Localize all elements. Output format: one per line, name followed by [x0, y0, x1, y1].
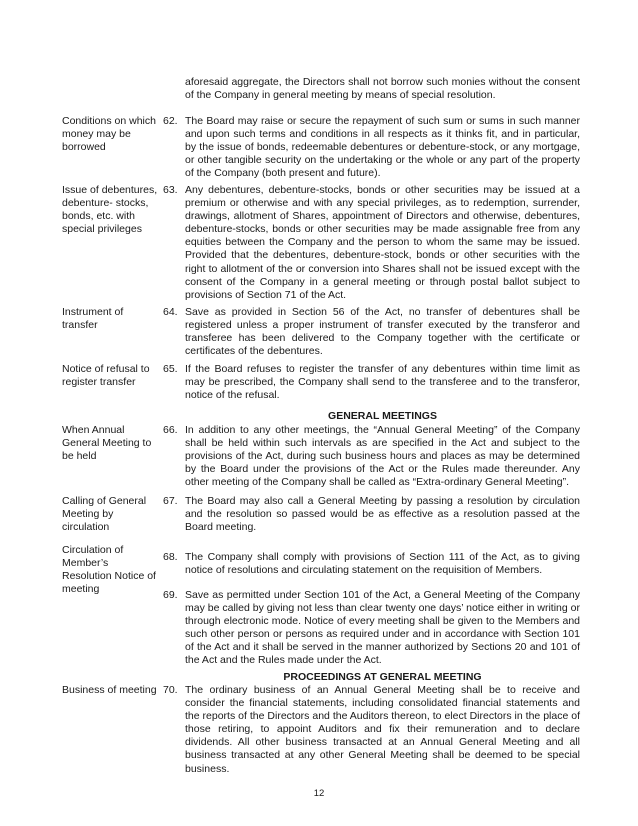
continuation-text: aforesaid aggregate, the Directors shall not borrow such monies without the consent of the Company in general meeting by means of special resolution.: [185, 76, 580, 102]
margin-note: Circulation of Member’s Resolution Notice of meeting: [62, 544, 156, 596]
section-text: Save as provided in Section 56 of the Act, no transfer of debentures shall be registered unless a proper instrument of transfer executed by the transferor and transferee has been delivered to the Company together with the certificate or certificates of the debentures.: [185, 306, 580, 358]
heading-general-meetings: GENERAL MEETINGS: [328, 410, 437, 422]
margin-note: Notice of refusal to register transfer: [62, 363, 150, 389]
heading-proceedings: PROCEEDINGS AT GENERAL MEETING: [283, 671, 482, 683]
section-text: The Board may also call a General Meeting by passing a resolution by circulation and the resolution so passed would be as effective as a resolution passed at the Board meeting.: [185, 495, 580, 534]
margin-note: Calling of General Meeting by circulation: [62, 495, 147, 534]
section-number: 66.: [163, 424, 178, 436]
margin-note: Instrument of transfer: [62, 306, 124, 332]
section-text: In addition to any other meetings, the “Annual General Meeting” of the Company shall be held within such intervals as are specified in the Act and subject to the provisions of the Act, during such business hours and places as may be determined by the Board under the provisions of the Act or the Rules made thereunder. Any other meeting of the Company shall be called as “Extra-ordinary General Meeting”.: [185, 424, 580, 489]
margin-note: Business of meeting: [62, 684, 157, 696]
section-text: The Board may raise or secure the repayment of such sum or sums in such manner and upon such terms and conditions in all respects as it thinks fit, and in particular, by the issue of bonds, redeemable debentures or debenture-stock, or any mortgage, or other tangible security on the undertaking or the whole or any part of the property of the Company (both present and future).: [185, 115, 580, 180]
section-number: 67.: [163, 495, 178, 507]
section-text: If the Board refuses to register the transfer of any debentures within time limit as may be prescribed, the Company shall send to the transferee and to the transferor, notice of the refusal.: [185, 363, 580, 402]
section-number: 70.: [163, 684, 178, 696]
margin-note: Conditions on which money may be borrowed: [62, 115, 156, 154]
section-text: The Company shall comply with provisions of Section 111 of the Act, as to giving notice of resolutions and circulating statement on the requisition of Members.: [185, 551, 580, 577]
section-text: The ordinary business of an Annual General Meeting shall be to receive and consider the financial statements, including consolidated financial statements and the reports of the Directors and the Auditors thereon, to elect Directors in the place of those retiring, to appoint Auditors and fix their remuneration and to declare dividends. All other business transacted at an Annual General Meeting and all business transacted at any other General Meeting shall be deemed to be special business.: [185, 684, 580, 775]
section-text: Any debentures, debenture-stocks, bonds or other securities may be issued at a premium or otherwise and with any special privileges, as to redemption, surrender, drawings, allotment of Shares, appointment of Directors and otherwise, debentures, debenture-stocks, bonds or other securities may be made assignable free from any equities between the Company and the person to whom the same may be issued. Provided that the debentures, debenture-stock, bonds or other securities with the right to allotment of the or conversion into Shares shall not be issued except with the consent of the Company in a general meeting or through postal ballot subject to provisions of Section 71 of the Act.: [185, 184, 580, 301]
section-number: 65.: [163, 363, 178, 375]
section-number: 62.: [163, 115, 178, 127]
margin-note: Issue of debentures, debenture- stocks, bonds, etc. with special privileges: [62, 184, 158, 236]
section-number: 64.: [163, 306, 178, 318]
page-number: 12: [313, 788, 325, 799]
section-number: 68.: [163, 551, 178, 563]
section-number: 63.: [163, 184, 178, 196]
section-text: Save as permitted under Section 101 of the Act, a General Meeting of the Company may be called by giving not less than clear twenty one days’ notice either in writing or through electronic mode. Notice of every meeting shall be given to the Members and such other person or persons as required under and in accordance with Section 101 of the Act and it shall be served in the manner authorized by Sections 20 and 101 of the Act and the Rules made under the Act.: [185, 589, 580, 667]
margin-note: When Annual General Meeting to be held: [62, 424, 152, 463]
section-number: 69.: [163, 589, 178, 601]
